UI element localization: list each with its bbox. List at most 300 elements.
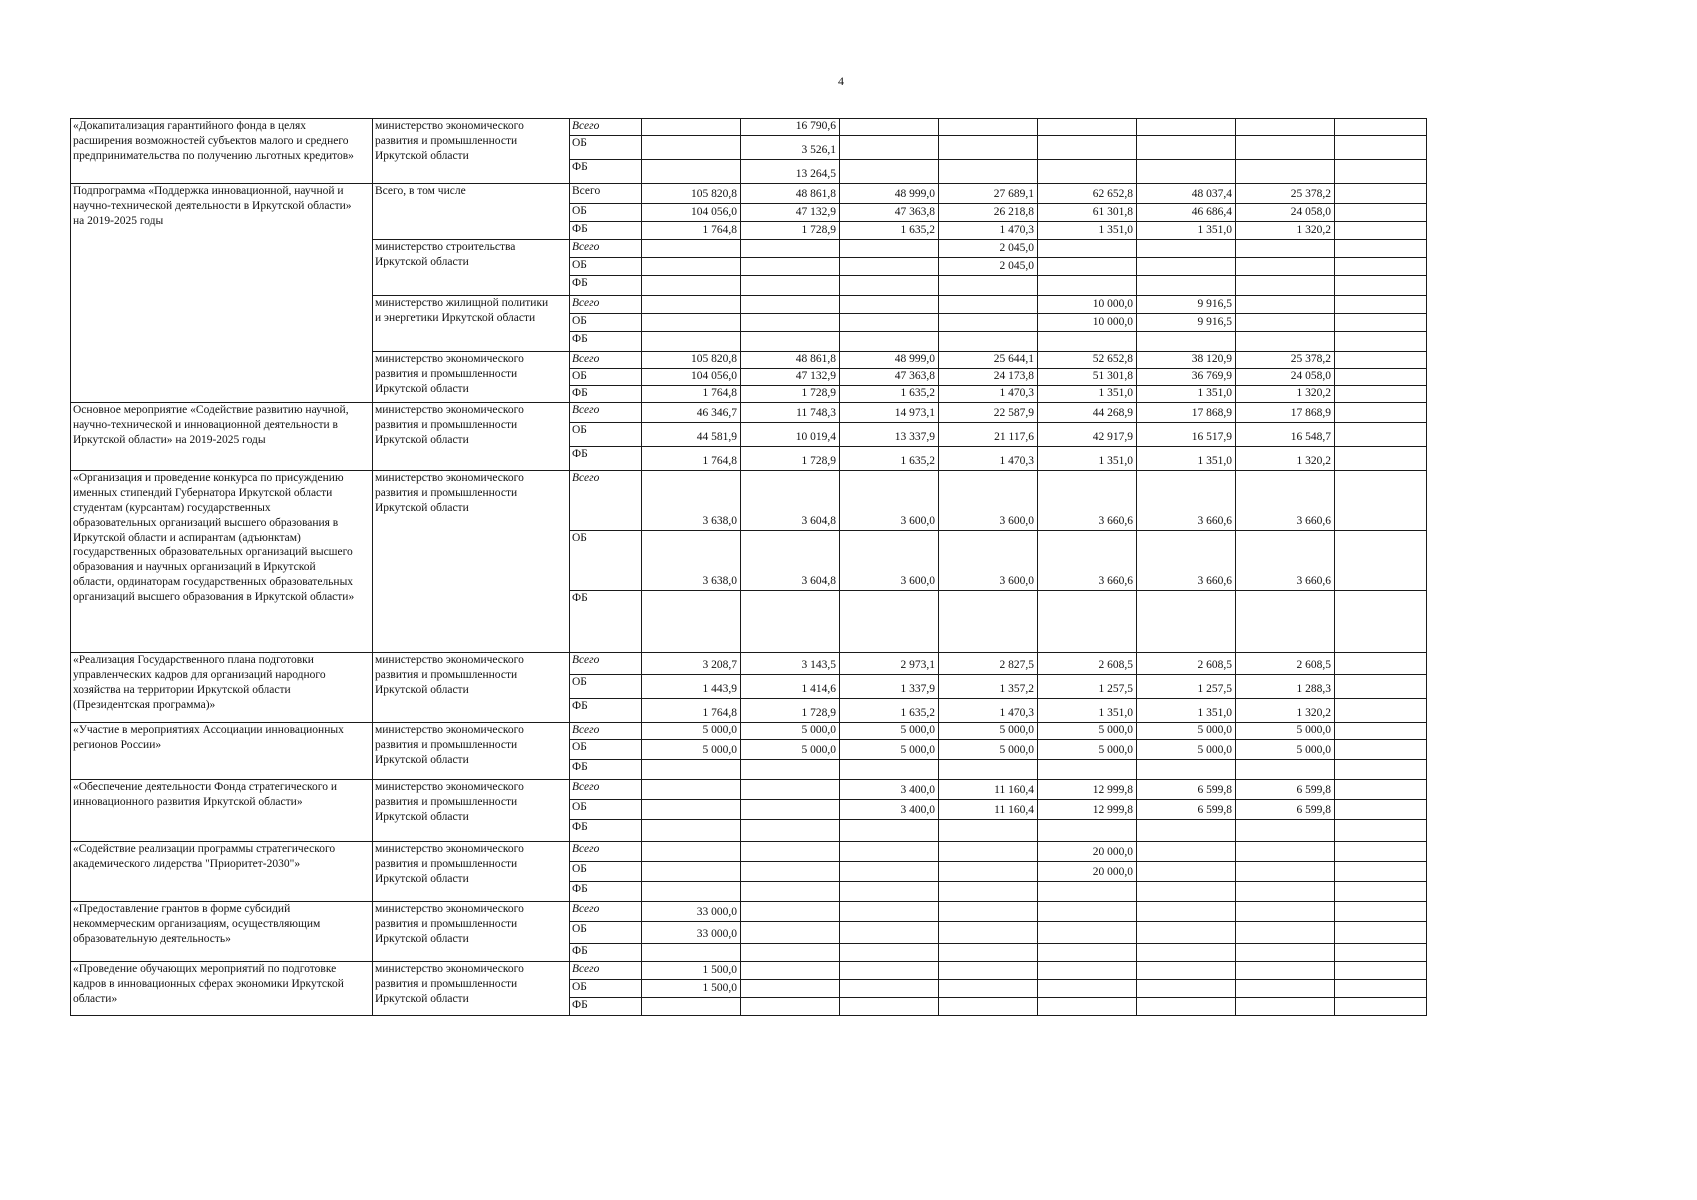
amount-cell: 42 917,9 bbox=[1038, 422, 1137, 446]
amount-cell: 5 000,0 bbox=[1038, 739, 1137, 759]
amount-cell: 1 351,0 bbox=[1137, 446, 1236, 470]
funding-source: Всего bbox=[570, 183, 642, 203]
amount-cell bbox=[642, 819, 741, 841]
amount-cell: 1 764,8 bbox=[642, 385, 741, 402]
amount-cell bbox=[1236, 943, 1335, 961]
amount-cell bbox=[741, 590, 840, 652]
empty-cell bbox=[1335, 841, 1427, 861]
empty-cell bbox=[1335, 590, 1427, 652]
amount-cell: 1 470,3 bbox=[939, 698, 1038, 722]
amount-cell bbox=[840, 997, 939, 1015]
empty-cell bbox=[1335, 313, 1427, 331]
amount-cell bbox=[939, 159, 1038, 183]
amount-cell: 5 000,0 bbox=[840, 739, 939, 759]
table-row bbox=[71, 652, 1427, 674]
amount-cell bbox=[939, 295, 1038, 313]
amount-cell: 1 257,5 bbox=[1038, 674, 1137, 698]
amount-cell bbox=[1236, 881, 1335, 901]
funding-source: ФБ bbox=[570, 997, 642, 1015]
amount-cell bbox=[939, 861, 1038, 881]
amount-cell: 5 000,0 bbox=[1038, 722, 1137, 739]
amount-cell: 26 218,8 bbox=[939, 203, 1038, 221]
amount-cell bbox=[1236, 119, 1335, 136]
amount-cell bbox=[1236, 239, 1335, 257]
measure-name: «Участие в мероприятиях Ассоциации инновационных регионов России» bbox=[71, 722, 373, 779]
empty-cell bbox=[1335, 799, 1427, 819]
amount-cell bbox=[1236, 159, 1335, 183]
amount-cell bbox=[642, 861, 741, 881]
amount-cell bbox=[939, 943, 1038, 961]
amount-cell: 1 351,0 bbox=[1137, 385, 1236, 402]
amount-cell bbox=[1038, 979, 1137, 997]
amount-cell bbox=[1236, 861, 1335, 881]
funding-source: ФБ bbox=[570, 590, 642, 652]
amount-cell bbox=[1038, 135, 1137, 159]
funding-source: ФБ bbox=[570, 759, 642, 779]
amount-cell: 3 600,0 bbox=[939, 470, 1038, 530]
amount-cell: 2 608,5 bbox=[1038, 652, 1137, 674]
amount-cell bbox=[1038, 239, 1137, 257]
amount-cell: 3 400,0 bbox=[840, 799, 939, 819]
amount-cell bbox=[741, 921, 840, 943]
measure-name: «Организация и проведение конкурса по присуждению именных стипендий Губернатора Иркутской области студентам (курсантам) государственных образовательных организаций высшего образования в Иркутской области и аспирантам (адъюнктам) государственных образовательных организаций высшего образования и научных организаций в Иркутской области, ординаторам государственных образовательных организаций высшего образования в Иркутской области» bbox=[71, 470, 373, 652]
amount-cell: 10 019,4 bbox=[741, 422, 840, 446]
funding-source: Всего bbox=[570, 779, 642, 799]
amount-cell bbox=[840, 119, 939, 136]
amount-cell: 5 000,0 bbox=[939, 739, 1038, 759]
funding-source: ОБ bbox=[570, 861, 642, 881]
amount-cell bbox=[939, 331, 1038, 351]
amount-cell: 2 973,1 bbox=[840, 652, 939, 674]
amount-cell: 25 378,2 bbox=[1236, 183, 1335, 203]
amount-cell bbox=[840, 759, 939, 779]
funding-source: Всего bbox=[570, 119, 642, 136]
amount-cell bbox=[939, 819, 1038, 841]
funding-source: ОБ bbox=[570, 203, 642, 221]
amount-cell bbox=[741, 759, 840, 779]
amount-cell: 3 604,8 bbox=[741, 470, 840, 530]
measure-name: «Обеспечение деятельности Фонда стратегического и инновационного развития Иркутской области» bbox=[71, 779, 373, 841]
funding-source: Всего bbox=[570, 652, 642, 674]
empty-cell bbox=[1335, 997, 1427, 1015]
amount-cell: 1 635,2 bbox=[840, 446, 939, 470]
amount-cell bbox=[741, 295, 840, 313]
amount-cell bbox=[1038, 943, 1137, 961]
amount-cell bbox=[939, 275, 1038, 295]
amount-cell: 105 820,8 bbox=[642, 183, 741, 203]
amount-cell bbox=[741, 961, 840, 979]
amount-cell: 1 443,9 bbox=[642, 674, 741, 698]
amount-cell bbox=[1137, 135, 1236, 159]
funding-source: Всего bbox=[570, 295, 642, 313]
amount-cell: 16 517,9 bbox=[1137, 422, 1236, 446]
amount-cell bbox=[939, 841, 1038, 861]
amount-cell: 3 638,0 bbox=[642, 530, 741, 590]
amount-cell: 3 600,0 bbox=[840, 470, 939, 530]
amount-cell: 1 500,0 bbox=[642, 979, 741, 997]
amount-cell: 51 301,8 bbox=[1038, 368, 1137, 385]
amount-cell: 48 999,0 bbox=[840, 351, 939, 368]
amount-cell bbox=[1038, 119, 1137, 136]
amount-cell bbox=[840, 331, 939, 351]
empty-cell bbox=[1335, 652, 1427, 674]
funding-source: Всего bbox=[570, 239, 642, 257]
funding-source: Всего bbox=[570, 841, 642, 861]
amount-cell bbox=[1236, 819, 1335, 841]
amount-cell: 14 973,1 bbox=[840, 402, 939, 422]
amount-cell: 3 400,0 bbox=[840, 779, 939, 799]
amount-cell bbox=[840, 819, 939, 841]
amount-cell bbox=[741, 841, 840, 861]
amount-cell: 5 000,0 bbox=[642, 739, 741, 759]
table-row bbox=[71, 119, 1427, 136]
amount-cell bbox=[1137, 331, 1236, 351]
amount-cell: 38 120,9 bbox=[1137, 351, 1236, 368]
empty-cell bbox=[1335, 779, 1427, 799]
amount-cell: 22 587,9 bbox=[939, 402, 1038, 422]
funding-source: Всего bbox=[570, 351, 642, 368]
amount-cell bbox=[1137, 819, 1236, 841]
amount-cell bbox=[642, 779, 741, 799]
empty-cell bbox=[1335, 901, 1427, 921]
empty-cell bbox=[1335, 470, 1427, 530]
amount-cell bbox=[1137, 119, 1236, 136]
amount-cell bbox=[1038, 257, 1137, 275]
amount-cell bbox=[741, 861, 840, 881]
empty-cell bbox=[1335, 295, 1427, 313]
amount-cell bbox=[1236, 590, 1335, 652]
amount-cell bbox=[1137, 759, 1236, 779]
amount-cell bbox=[939, 881, 1038, 901]
amount-cell bbox=[1137, 590, 1236, 652]
empty-cell bbox=[1335, 221, 1427, 239]
empty-cell bbox=[1335, 759, 1427, 779]
responsible-executor: министерство экономического развития и промышленности Иркутской области bbox=[373, 841, 570, 901]
amount-cell bbox=[1137, 275, 1236, 295]
measure-name: «Предоставление грантов в форме субсидий некоммерческим организациям, осуществляющим образовательную деятельность» bbox=[71, 901, 373, 961]
responsible-executor: Всего, в том числе bbox=[373, 183, 570, 239]
amount-cell: 1 728,9 bbox=[741, 446, 840, 470]
amount-cell bbox=[840, 257, 939, 275]
amount-cell bbox=[1038, 159, 1137, 183]
amount-cell: 3 660,6 bbox=[1038, 530, 1137, 590]
funding-source: ОБ bbox=[570, 313, 642, 331]
measure-name: «Реализация Государственного плана подготовки управленческих кадров для организаций народного хозяйства на территории Иркутской области (Президентская программа)» bbox=[71, 652, 373, 722]
amount-cell: 52 652,8 bbox=[1038, 351, 1137, 368]
amount-cell bbox=[939, 590, 1038, 652]
amount-cell bbox=[840, 961, 939, 979]
responsible-executor: министерство жилищной политики и энергетики Иркутской области bbox=[373, 295, 570, 351]
amount-cell bbox=[642, 881, 741, 901]
empty-cell bbox=[1335, 257, 1427, 275]
amount-cell: 17 868,9 bbox=[1137, 402, 1236, 422]
responsible-executor: министерство экономического развития и промышленности Иркутской области bbox=[373, 961, 570, 1015]
amount-cell bbox=[1137, 257, 1236, 275]
amount-cell: 3 638,0 bbox=[642, 470, 741, 530]
table-row bbox=[71, 961, 1427, 979]
amount-cell bbox=[840, 295, 939, 313]
empty-cell bbox=[1335, 275, 1427, 295]
empty-cell bbox=[1335, 921, 1427, 943]
amount-cell: 48 999,0 bbox=[840, 183, 939, 203]
amount-cell: 1 470,3 bbox=[939, 446, 1038, 470]
amount-cell bbox=[840, 841, 939, 861]
amount-cell: 1 764,8 bbox=[642, 698, 741, 722]
amount-cell bbox=[741, 275, 840, 295]
amount-cell: 12 999,8 bbox=[1038, 779, 1137, 799]
empty-cell bbox=[1335, 385, 1427, 402]
table-row bbox=[71, 841, 1427, 861]
empty-cell bbox=[1335, 861, 1427, 881]
measure-name: Подпрограмма «Поддержка инновационной, научной и научно-технической деятельности в Иркутской области» на 2019-2025 годы bbox=[71, 183, 373, 402]
amount-cell bbox=[1137, 841, 1236, 861]
amount-cell: 2 045,0 bbox=[939, 257, 1038, 275]
amount-cell: 9 916,5 bbox=[1137, 295, 1236, 313]
amount-cell: 47 132,9 bbox=[741, 368, 840, 385]
amount-cell bbox=[1038, 759, 1137, 779]
amount-cell: 47 363,8 bbox=[840, 203, 939, 221]
amount-cell bbox=[1137, 943, 1236, 961]
amount-cell bbox=[939, 921, 1038, 943]
amount-cell: 12 999,8 bbox=[1038, 799, 1137, 819]
amount-cell: 20 000,0 bbox=[1038, 841, 1137, 861]
amount-cell bbox=[939, 135, 1038, 159]
funding-source: ФБ bbox=[570, 881, 642, 901]
amount-cell: 3 600,0 bbox=[840, 530, 939, 590]
amount-cell: 1 635,2 bbox=[840, 698, 939, 722]
amount-cell bbox=[939, 979, 1038, 997]
amount-cell bbox=[1038, 997, 1137, 1015]
amount-cell bbox=[1038, 961, 1137, 979]
amount-cell: 16 790,6 bbox=[741, 119, 840, 136]
empty-cell bbox=[1335, 402, 1427, 422]
amount-cell bbox=[642, 239, 741, 257]
table-row bbox=[71, 183, 1427, 203]
amount-cell: 1 257,5 bbox=[1137, 674, 1236, 698]
amount-cell bbox=[642, 119, 741, 136]
funding-source: ОБ bbox=[570, 530, 642, 590]
amount-cell: 1 635,2 bbox=[840, 221, 939, 239]
amount-cell: 24 058,0 bbox=[1236, 203, 1335, 221]
amount-cell bbox=[939, 313, 1038, 331]
amount-cell: 5 000,0 bbox=[840, 722, 939, 739]
amount-cell: 3 208,7 bbox=[642, 652, 741, 674]
amount-cell bbox=[642, 841, 741, 861]
amount-cell bbox=[1137, 159, 1236, 183]
amount-cell bbox=[741, 943, 840, 961]
funding-source: ФБ bbox=[570, 221, 642, 239]
responsible-executor: министерство экономического развития и промышленности Иркутской области bbox=[373, 779, 570, 841]
amount-cell: 1 414,6 bbox=[741, 674, 840, 698]
amount-cell: 1 320,2 bbox=[1236, 698, 1335, 722]
funding-source: ОБ bbox=[570, 422, 642, 446]
responsible-executor: министерство экономического развития и промышленности Иркутской области bbox=[373, 652, 570, 722]
amount-cell: 6 599,8 bbox=[1137, 779, 1236, 799]
funding-source: ФБ bbox=[570, 331, 642, 351]
amount-cell bbox=[840, 135, 939, 159]
empty-cell bbox=[1335, 183, 1427, 203]
amount-cell: 3 143,5 bbox=[741, 652, 840, 674]
amount-cell: 5 000,0 bbox=[939, 722, 1038, 739]
amount-cell bbox=[1236, 979, 1335, 997]
amount-cell bbox=[741, 313, 840, 331]
amount-cell: 1 320,2 bbox=[1236, 221, 1335, 239]
amount-cell: 36 769,9 bbox=[1137, 368, 1236, 385]
amount-cell: 1 320,2 bbox=[1236, 385, 1335, 402]
amount-cell bbox=[642, 257, 741, 275]
amount-cell: 1 351,0 bbox=[1137, 698, 1236, 722]
responsible-executor: министерство экономического развития и промышленности Иркутской области bbox=[373, 402, 570, 470]
amount-cell bbox=[642, 331, 741, 351]
amount-cell: 62 652,8 bbox=[1038, 183, 1137, 203]
amount-cell bbox=[642, 997, 741, 1015]
table-row bbox=[71, 722, 1427, 739]
amount-cell: 47 132,9 bbox=[741, 203, 840, 221]
amount-cell: 1 728,9 bbox=[741, 698, 840, 722]
responsible-executor: министерство экономического развития и промышленности Иркутской области bbox=[373, 722, 570, 779]
amount-cell: 5 000,0 bbox=[1137, 739, 1236, 759]
responsible-executor: министерство экономического развития и промышленности Иркутской области bbox=[373, 470, 570, 652]
amount-cell bbox=[741, 979, 840, 997]
amount-cell: 10 000,0 bbox=[1038, 295, 1137, 313]
measure-name: Основное мероприятие «Содействие развитию научной, научно-технической и инновационной деятельности в Иркутской области» на 2019-2025 годы bbox=[71, 402, 373, 470]
funding-source: Всего bbox=[570, 722, 642, 739]
amount-cell bbox=[1038, 819, 1137, 841]
responsible-executor: министерство экономического развития и промышленности Иркутской области bbox=[373, 119, 570, 184]
amount-cell: 33 000,0 bbox=[642, 921, 741, 943]
amount-cell: 44 581,9 bbox=[642, 422, 741, 446]
amount-cell bbox=[642, 135, 741, 159]
amount-cell bbox=[741, 819, 840, 841]
amount-cell bbox=[840, 861, 939, 881]
amount-cell bbox=[642, 159, 741, 183]
table-row bbox=[71, 901, 1427, 921]
funding-source: ОБ bbox=[570, 135, 642, 159]
amount-cell: 1 635,2 bbox=[840, 385, 939, 402]
amount-cell bbox=[939, 901, 1038, 921]
amount-cell bbox=[741, 799, 840, 819]
amount-cell: 25 644,1 bbox=[939, 351, 1038, 368]
amount-cell: 5 000,0 bbox=[741, 739, 840, 759]
amount-cell bbox=[741, 239, 840, 257]
amount-cell: 1 351,0 bbox=[1038, 221, 1137, 239]
empty-cell bbox=[1335, 943, 1427, 961]
empty-cell bbox=[1335, 368, 1427, 385]
amount-cell: 1 470,3 bbox=[939, 385, 1038, 402]
amount-cell: 48 037,4 bbox=[1137, 183, 1236, 203]
funding-source: Всего bbox=[570, 470, 642, 530]
amount-cell: 11 748,3 bbox=[741, 402, 840, 422]
amount-cell bbox=[1236, 295, 1335, 313]
empty-cell bbox=[1335, 819, 1427, 841]
amount-cell: 9 916,5 bbox=[1137, 313, 1236, 331]
measure-name: «Проведение обучающих мероприятий по подготовке кадров в инновационных сферах экономики Иркутской области» bbox=[71, 961, 373, 1015]
amount-cell bbox=[840, 943, 939, 961]
funding-source: ОБ bbox=[570, 368, 642, 385]
funding-source: ФБ bbox=[570, 819, 642, 841]
amount-cell: 1 357,2 bbox=[939, 674, 1038, 698]
amount-cell bbox=[1236, 257, 1335, 275]
amount-cell: 46 346,7 bbox=[642, 402, 741, 422]
amount-cell: 3 660,6 bbox=[1137, 530, 1236, 590]
amount-cell: 13 337,9 bbox=[840, 422, 939, 446]
amount-cell: 6 599,8 bbox=[1137, 799, 1236, 819]
amount-cell bbox=[741, 779, 840, 799]
amount-cell bbox=[840, 901, 939, 921]
funding-source: ОБ bbox=[570, 257, 642, 275]
amount-cell bbox=[1236, 921, 1335, 943]
amount-cell bbox=[840, 979, 939, 997]
amount-cell bbox=[1038, 881, 1137, 901]
table-row bbox=[71, 470, 1427, 530]
funding-source: ОБ bbox=[570, 979, 642, 997]
empty-cell bbox=[1335, 530, 1427, 590]
empty-cell bbox=[1335, 119, 1427, 136]
amount-cell: 104 056,0 bbox=[642, 368, 741, 385]
amount-cell bbox=[939, 997, 1038, 1015]
amount-cell bbox=[1236, 759, 1335, 779]
responsible-executor: министерство экономического развития и промышленности Иркутской области bbox=[373, 351, 570, 402]
amount-cell: 1 764,8 bbox=[642, 446, 741, 470]
amount-cell: 11 160,4 bbox=[939, 779, 1038, 799]
amount-cell: 1 288,3 bbox=[1236, 674, 1335, 698]
amount-cell: 24 173,8 bbox=[939, 368, 1038, 385]
amount-cell bbox=[1137, 901, 1236, 921]
amount-cell: 3 660,6 bbox=[1236, 470, 1335, 530]
amount-cell: 1 728,9 bbox=[741, 385, 840, 402]
amount-cell: 3 660,6 bbox=[1236, 530, 1335, 590]
amount-cell bbox=[1137, 979, 1236, 997]
amount-cell: 6 599,8 bbox=[1236, 799, 1335, 819]
table-row bbox=[71, 779, 1427, 799]
amount-cell: 105 820,8 bbox=[642, 351, 741, 368]
amount-cell: 5 000,0 bbox=[1137, 722, 1236, 739]
amount-cell bbox=[1236, 961, 1335, 979]
amount-cell bbox=[1038, 921, 1137, 943]
amount-cell bbox=[840, 239, 939, 257]
amount-cell: 1 351,0 bbox=[1038, 698, 1137, 722]
amount-cell bbox=[840, 921, 939, 943]
amount-cell bbox=[939, 961, 1038, 979]
amount-cell bbox=[1236, 997, 1335, 1015]
empty-cell bbox=[1335, 203, 1427, 221]
funding-source: Всего bbox=[570, 402, 642, 422]
amount-cell bbox=[1038, 275, 1137, 295]
amount-cell bbox=[1137, 881, 1236, 901]
amount-cell: 3 526,1 bbox=[741, 135, 840, 159]
amount-cell: 2 827,5 bbox=[939, 652, 1038, 674]
funding-source: ОБ bbox=[570, 739, 642, 759]
amount-cell: 24 058,0 bbox=[1236, 368, 1335, 385]
amount-cell: 3 660,6 bbox=[1137, 470, 1236, 530]
amount-cell: 1 320,2 bbox=[1236, 446, 1335, 470]
funding-source: ФБ bbox=[570, 159, 642, 183]
amount-cell bbox=[642, 313, 741, 331]
amount-cell bbox=[642, 275, 741, 295]
empty-cell bbox=[1335, 698, 1427, 722]
amount-cell: 47 363,8 bbox=[840, 368, 939, 385]
amount-cell: 48 861,8 bbox=[741, 351, 840, 368]
empty-cell bbox=[1335, 446, 1427, 470]
amount-cell bbox=[1038, 901, 1137, 921]
amount-cell: 11 160,4 bbox=[939, 799, 1038, 819]
amount-cell: 1 351,0 bbox=[1137, 221, 1236, 239]
amount-cell: 48 861,8 bbox=[741, 183, 840, 203]
amount-cell bbox=[741, 331, 840, 351]
amount-cell: 17 868,9 bbox=[1236, 402, 1335, 422]
amount-cell: 2 608,5 bbox=[1137, 652, 1236, 674]
amount-cell bbox=[939, 759, 1038, 779]
